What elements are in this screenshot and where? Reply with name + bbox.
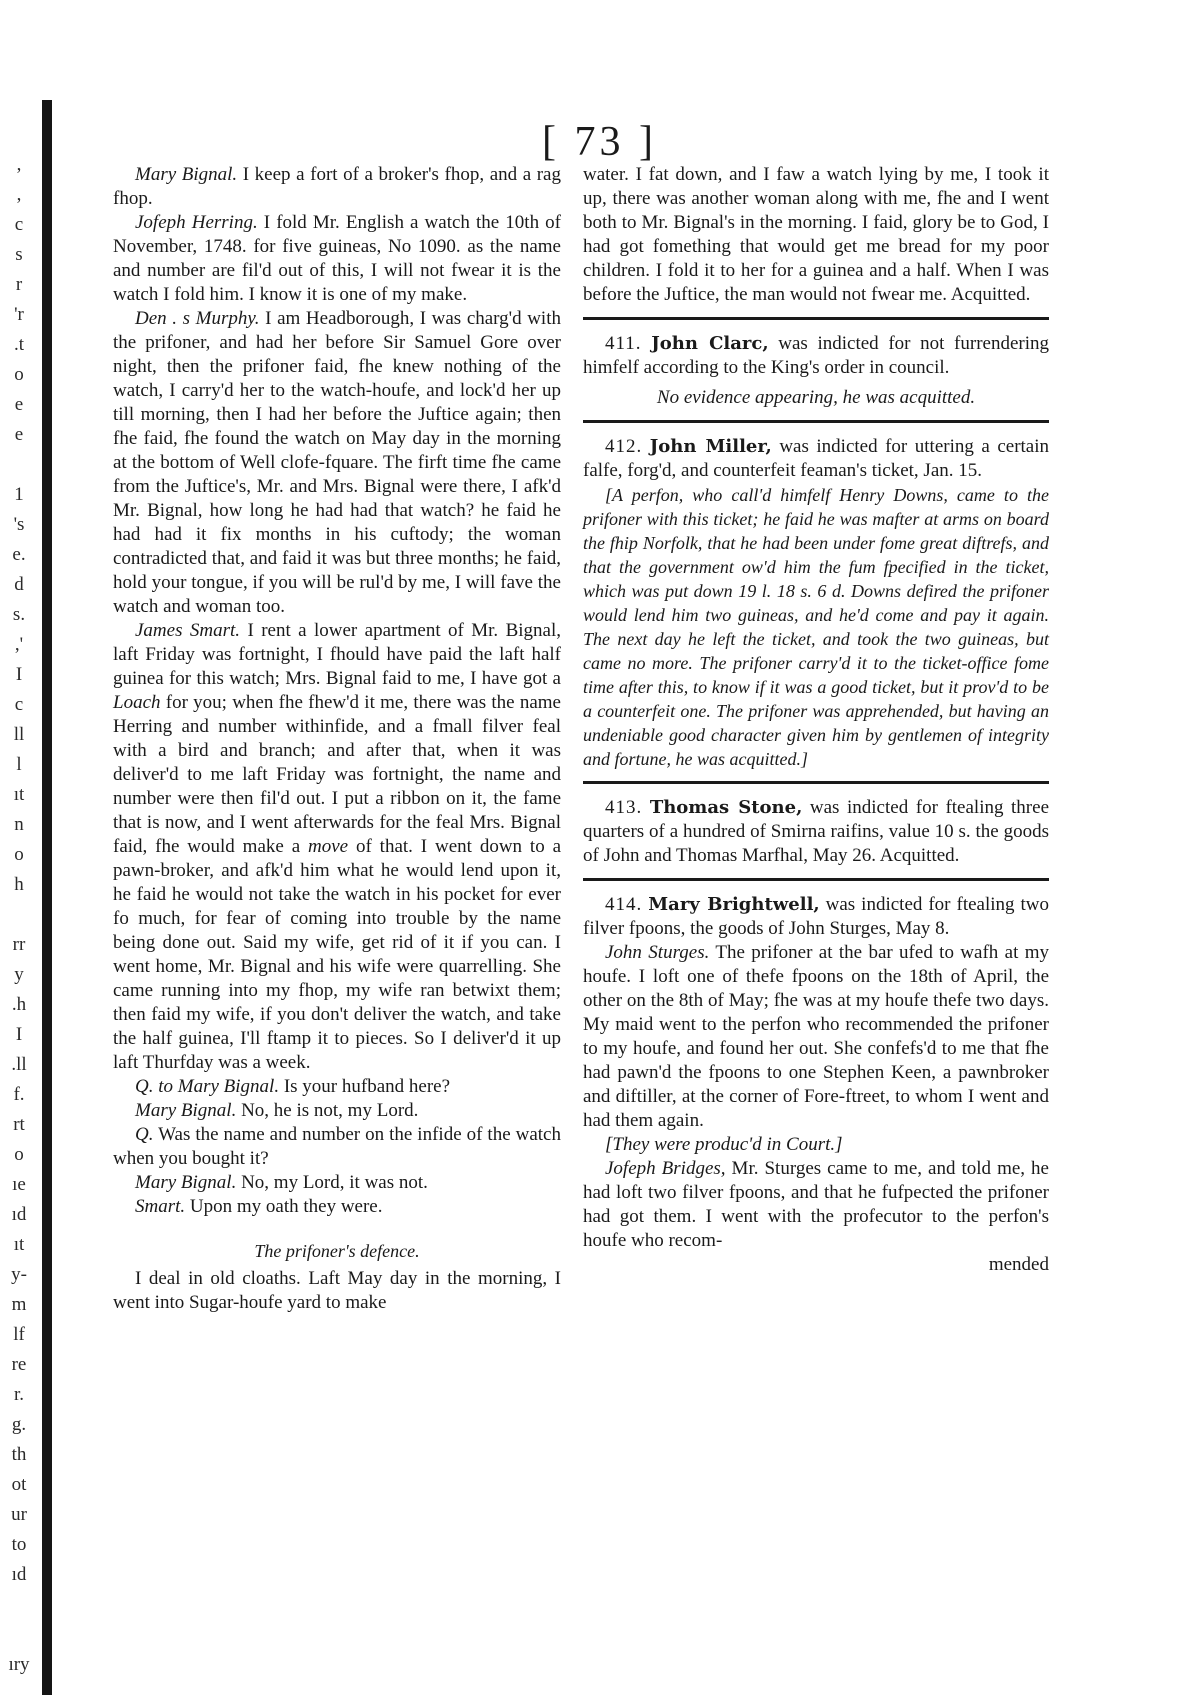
- speaker-name: Mary Bignal.: [135, 1100, 237, 1121]
- bleed-glyph: e.: [12, 544, 26, 565]
- defendant-name: Mary Brightwell,: [648, 894, 820, 915]
- question-line: [113, 1123, 561, 1171]
- answer-line: [113, 1171, 561, 1195]
- case-summary-note: [A perfon, who call'd himfelf Henry Downs, came to the prifoner with this ticket; he faid he was mafter at arms on board the fhip Norfolk, that he had been under fome great diftrefs, and that the government ow'd him the fum fpecified in the ticket, which was put down 19 l. 18 s. 6 d. Downs defired the prifoner would lend him two guineas, and he'd come and pay it again. The next day he left the ticket, and took the two guineas, but came no more. The prifoner carry'd it to the ticket-office fome time after this, to know if it was a good ticket, but it prov'd to be a counterfeit one. The prifoner was apprehended, but having an undeniable good character given him by gentlemen of integrity and fortune, he was acquitted.]: [583, 485, 1049, 769]
- defence-paragraph: I deal in old cloaths. Laft May day in the morning, I went into Sugar-houfe yard to make: [113, 1268, 561, 1313]
- bleed-glyph: ,': [14, 634, 24, 655]
- testimony-text: Upon my oath they were.: [185, 1196, 383, 1217]
- case-text: was indicted for ftealing three quarters of a hundred of Smirna raifins, value 10 s. the goods of John and Thomas Marfhal, May 26. Acquitted.: [583, 797, 1049, 866]
- testimony-paragraph: [113, 307, 561, 619]
- bleed-glyph: n: [14, 814, 24, 835]
- question-line: [113, 1075, 561, 1099]
- case-number: 414.: [605, 894, 643, 915]
- defendant-name: Thomas Stone,: [649, 797, 803, 818]
- bleed-glyph: s: [15, 244, 23, 265]
- verdict-note: No evidence appearing, he was acquitted.: [656, 387, 976, 408]
- testimony-text: for you; when fhe fhew'd it me, there was the name Herring and number withinfide, and a fmall filver feal with a bird and branch; and after that, when it was deliver'd to me laft Friday was fortnight, the name and number were then fil'd out. I put a ribbon on it, the fame that is now, and I went afterwards for the feal Mrs. Bignal faid, fhe would make a: [113, 692, 561, 857]
- bleed-glyph: ıd: [11, 1564, 27, 1585]
- case-entry: [583, 332, 1049, 380]
- bleed-glyph: o: [14, 364, 24, 385]
- bleed-glyph: I: [15, 1024, 23, 1045]
- bleed-glyph: ll: [13, 724, 25, 745]
- testimony-text: The prifoner at the bar ufed to wafh at my houfe. I loft one of thefe fpoons on the 18th of April, the other on the 8th of May; fhe was at my houfe thefe two days. My maid went to the perfon who recommended the prifoner to my houfe, and found her out. She confefs'd to me that fhe had pawn'd the fpoons to one Stephen Keen, a pawnbroker and diftiller, at the corner of Fore-ftreet, to whom I went and had them again.: [583, 942, 1049, 1131]
- bleed-glyph: .t: [13, 334, 25, 355]
- case-divider: [583, 420, 1049, 423]
- continued-paragraph: water. I fat down, and I faw a watch lying by me, I took it up, there was another woman along with me, fhe and I went both to Mr. Bignal's in the morning. I faid, glory be to God, I had got fomething that would get me bread for my poor children. I fold it to her for a guinea and a half. When I was before the Juftice, the man would not fwear me. Acquitted.: [583, 164, 1049, 305]
- bleed-glyph: re: [11, 1354, 27, 1375]
- bleed-glyph: rr: [12, 934, 26, 955]
- testimony-text: No, my Lord, it was not.: [236, 1172, 428, 1193]
- bleed-glyph: m: [11, 1294, 27, 1315]
- defendant-name: John Clarc,: [651, 333, 769, 354]
- bleed-glyph: ,: [16, 184, 22, 205]
- speaker-name: Den . s Murphy.: [135, 308, 260, 329]
- testimony-paragraph: [113, 163, 561, 211]
- case-text: was indicted for uttering a certain falfe, forg'd, and counterfeit feaman's ticket, Jan. 15.: [583, 436, 1050, 481]
- left-column: [113, 163, 561, 1315]
- bleed-glyph: [4, 900, 34, 930]
- speaker-name: Jofeph Herring.: [135, 212, 258, 233]
- bleed-glyph: f.: [13, 1084, 25, 1105]
- bleed-glyph: .ll: [11, 1054, 27, 1075]
- speaker-name: John Sturges.: [605, 942, 710, 963]
- bleed-glyph: c: [14, 214, 24, 235]
- testimony-text: No, he is not, my Lord.: [236, 1100, 419, 1121]
- bleed-glyph: c: [14, 694, 24, 715]
- testimony-paragraph: [113, 211, 561, 307]
- bleed-glyph: o: [14, 1144, 24, 1165]
- bleed-glyph: ot: [11, 1474, 27, 1495]
- testimony-text: Is your hufband here?: [279, 1076, 451, 1097]
- bleed-glyph: y: [14, 964, 24, 985]
- testimony-text: of that. I went down to a pawn-broker, and afk'd him what he would lend upon it, he faid he would not take the watch in his pocket for ever fo much, for fear of coming into trouble by the name being done out. Said my wife, get rid of it if you can. I went home, Mr. Bignal and his wife were quarrelling. She came running into my fhop, my wife ran betwixt them; then faid my wife, if you don't deliver the watch, and take the half guinea, I'll ftamp it to pieces. So I deliver'd it up laft Thurfday was a week.: [113, 836, 561, 1073]
- bleed-glyph: ıt: [13, 1234, 25, 1255]
- case-divider: [583, 317, 1049, 320]
- bleed-glyph: o: [14, 844, 24, 865]
- defendant-name: John Miller,: [649, 436, 772, 457]
- case-divider: [583, 781, 1049, 784]
- bleed-glyph: [4, 450, 34, 480]
- speaker-name: Mary Bignal.: [135, 1172, 237, 1193]
- case-number: 412.: [605, 436, 643, 457]
- italic-word: move: [308, 836, 349, 857]
- bleed-glyph: h: [14, 874, 24, 895]
- bleed-glyph: d: [14, 574, 24, 595]
- bleed-glyph: r.: [13, 1384, 25, 1405]
- italic-word: Loach: [113, 692, 161, 713]
- catchword: mended: [988, 1254, 1049, 1275]
- testimony-paragraph: [583, 941, 1049, 1133]
- bleed-glyph: I: [15, 664, 23, 685]
- bleed-glyph: [4, 1620, 34, 1650]
- speaker-name: Mary Bignal.: [135, 164, 238, 185]
- bleed-glyph: lf: [13, 1324, 25, 1345]
- answer-line: [113, 1099, 561, 1123]
- speaker-name: James Smart.: [135, 620, 241, 641]
- case-entry: [583, 435, 1049, 483]
- bleed-glyph: to: [11, 1534, 27, 1555]
- speaker-name: Q. to Mary Bignal.: [135, 1076, 280, 1097]
- speaker-name: Q.: [135, 1124, 154, 1145]
- case-text: was indicted for not furrendering himfelf according to the King's order in council.: [583, 333, 1050, 378]
- right-column: [583, 163, 1049, 1277]
- testimony-text: I am Headborough, I was charg'd with the prifoner, and had her before Sir Samuel Gore over night, then the prifoner faid, fhe knew nothing of the watch, I carry'd her to the watch-houfe, and lock'd her up till morning, then I had her before the Juftice again; then fhe faid, fhe found the watch on May day in the morning at the bottom of Well clofe-fquare. The firft time fhe came from the Juftice's, Mr. and Mrs. Bignal were there, I afk'd Mr. Bignal, how long he had had that watch? he faid he had had it fix months in his cuftody; the woman contradicted that, and faid it was but three months; he faid, hold your tongue, if you will be rul'd by me, I will fave the watch and woman too.: [113, 308, 561, 617]
- case-number: 411.: [605, 333, 642, 354]
- case-divider: [583, 878, 1049, 881]
- testimony-text: I fold Mr. English a watch the 10th of November, 1748. for five guineas, No 1090. as the name and number are fil'd out of this, I will not fwear it is the watch I fold him. I know it is one of my make.: [113, 212, 561, 305]
- bleed-glyph: 's: [13, 514, 25, 535]
- court-note: [They were produc'd in Court.]: [605, 1134, 843, 1155]
- testimony-text: Was the name and number on the infide of the watch when you bought it?: [113, 1124, 561, 1169]
- bleed-glyph: 'r: [14, 304, 24, 325]
- bleed-glyph: s.: [12, 604, 26, 625]
- section-heading: The prifoner's defence.: [254, 1241, 420, 1261]
- testimony-paragraph: [113, 619, 561, 1075]
- bleed-glyph: g.: [11, 1414, 27, 1435]
- left-margin-bleed-text: [4, 150, 34, 1680]
- bleed-glyph: 1: [14, 484, 24, 505]
- speaker-name: Smart.: [135, 1196, 186, 1217]
- bleed-glyph: y-: [11, 1264, 27, 1285]
- answer-line: [113, 1195, 561, 1219]
- bleed-glyph: ıe: [12, 1174, 26, 1195]
- bleed-glyph: th: [11, 1444, 27, 1465]
- speaker-name: Jofeph Bridges,: [605, 1158, 726, 1179]
- bleed-glyph: l: [16, 754, 22, 775]
- case-entry: [583, 796, 1049, 868]
- case-text: was indicted for ftealing two filver fpoons, the goods of John Sturges, May 8.: [583, 894, 1049, 939]
- testimony-paragraph: [583, 1157, 1049, 1253]
- bleed-glyph: e: [14, 424, 24, 445]
- bleed-glyph: ,: [16, 154, 22, 175]
- case-number: 413.: [605, 797, 643, 818]
- bleed-glyph: r: [15, 274, 23, 295]
- testimony-text: Mr. Sturges came to me, and told me, he had loft two filver fpoons, and that he fufpected the prifoner had got them. I went with the profecutor to the perfon's houfe who recom-: [583, 1158, 1049, 1251]
- bleed-glyph: ıd: [11, 1204, 27, 1225]
- page-number: [ 73 ]: [542, 119, 657, 165]
- bleed-glyph: rt: [13, 1114, 25, 1135]
- bleed-glyph: ıt: [13, 784, 25, 805]
- bleed-glyph: ur: [11, 1504, 27, 1525]
- bleed-glyph: .h: [11, 994, 27, 1015]
- binding-edge: [42, 100, 52, 1695]
- bleed-glyph: e: [14, 394, 24, 415]
- bleed-glyph: ıry: [8, 1654, 30, 1675]
- testimony-text: I rent a lower apartment of Mr. Bignal, laft Friday was fortnight, I fhould have paid the laft half guinea for this watch; Mrs. Bignal faid to me, I have got a: [113, 620, 561, 689]
- case-entry: [583, 893, 1049, 941]
- bleed-glyph: [4, 1590, 34, 1620]
- testimony-text: I keep a fort of a broker's fhop, and a rag fhop.: [113, 164, 561, 209]
